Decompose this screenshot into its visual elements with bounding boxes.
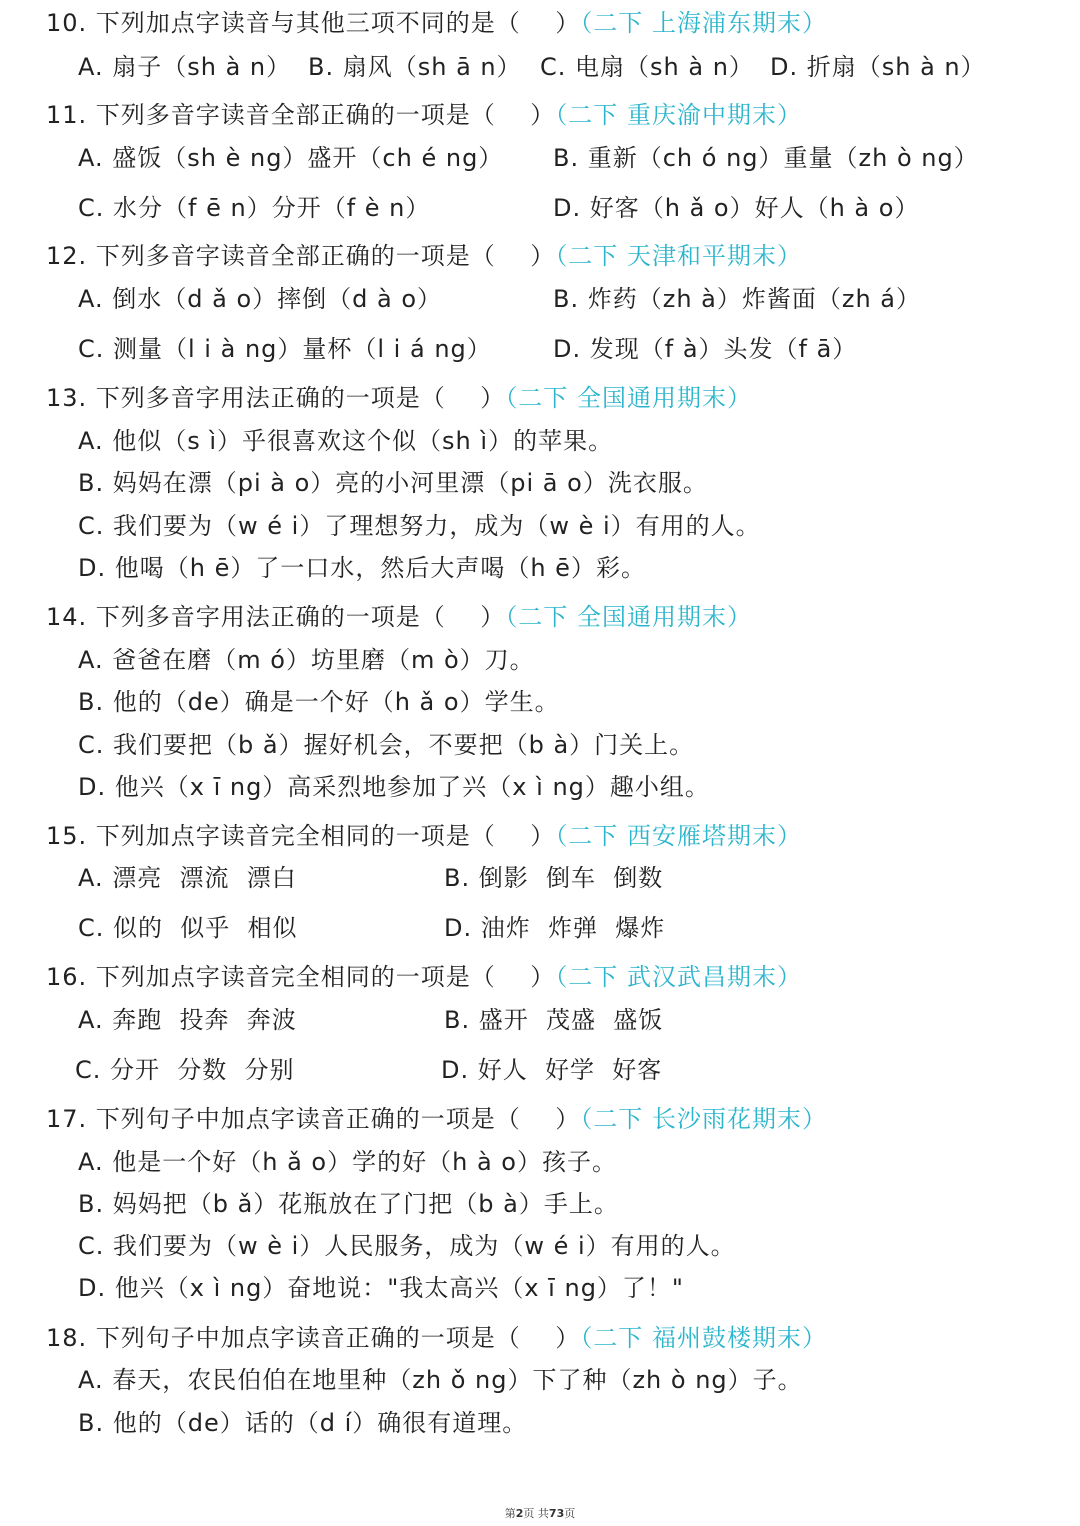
answer-option: B. 重新（ch ó ng）重量（zh ò ng） bbox=[553, 144, 979, 172]
footer-middle: 页 共 bbox=[523, 1507, 549, 1520]
question-stem bbox=[46, 1102, 827, 1136]
answer-option: D. 好人 好学 好客 bbox=[441, 1056, 663, 1084]
footer-total-pages: 73 bbox=[548, 1507, 565, 1520]
question-stem bbox=[46, 1321, 827, 1355]
question-stem bbox=[46, 600, 752, 634]
answer-option: C. 电扇（sh à n） bbox=[540, 53, 754, 81]
question-text: 18. 下列句子中加点字读音正确的一项是（ ） bbox=[46, 1324, 581, 1352]
answer-option: C. 我们要为（w é i）了理想努力，成为（w è i）有用的人。 bbox=[78, 512, 761, 540]
question-text: 16. 下列加点字读音完全相同的一项是（ ） bbox=[46, 963, 556, 991]
answer-option: A. 扇子（sh à n） bbox=[78, 53, 292, 81]
question-stem bbox=[46, 6, 827, 40]
answer-option: B. 妈妈在漂（pi à o）亮的小河里漂（pi ā o）洗衣服。 bbox=[78, 469, 708, 497]
answer-option: A. 盛饭（sh è ng）盛开（ch é ng） bbox=[78, 144, 504, 172]
answer-option: B. 扇风（sh ā n） bbox=[308, 53, 522, 81]
answer-option: B. 倒影 倒车 倒数 bbox=[444, 864, 664, 892]
question-source: （二下 长沙雨花期末） bbox=[580, 1105, 827, 1133]
answer-option: C. 水分（f ē n）分开（f è n） bbox=[78, 194, 431, 222]
answer-option: D. 他兴（x ī ng）高采烈地参加了兴（x ì ng）趣小组。 bbox=[78, 773, 710, 801]
question-stem bbox=[46, 381, 752, 415]
answer-option: A. 爸爸在磨（m ó）坊里磨（m ò）刀。 bbox=[78, 646, 535, 674]
answer-option: D. 发现（f à）头发（f ā） bbox=[553, 335, 858, 363]
question-source: （二下 西安雁塔期末） bbox=[555, 822, 802, 850]
question-text: 12. 下列多音字读音全部正确的一项是（ ） bbox=[46, 242, 556, 270]
answer-option: D. 折扇（sh à n） bbox=[770, 53, 986, 81]
answer-option: A. 奔跑 投奔 奔波 bbox=[78, 1006, 297, 1034]
question-stem bbox=[46, 98, 802, 132]
answer-option: B. 他的（de）话的（d í）确很有道理。 bbox=[78, 1409, 528, 1437]
page-footer bbox=[0, 1505, 1080, 1521]
answer-option: D. 油炸 炸弹 爆炸 bbox=[444, 914, 666, 942]
answer-option: A. 他似（s ì）乎很喜欢这个似（sh ì）的苹果。 bbox=[78, 427, 614, 455]
answer-option: C. 我们要为（w è i）人民服务，成为（w é i）有用的人。 bbox=[78, 1232, 736, 1260]
answer-option: A. 倒水（d ǎ o）摔倒（d à o） bbox=[78, 285, 443, 313]
footer-prefix: 第 bbox=[504, 1507, 516, 1520]
question-source: （二下 武汉武昌期末） bbox=[555, 963, 802, 991]
answer-option: D. 他兴（x ì ng）奋地说："我太高兴（x ī ng）了！" bbox=[78, 1274, 684, 1302]
answer-option: B. 他的（de）确是一个好（h ǎ o）学生。 bbox=[78, 688, 560, 716]
answer-option: A. 春天，农民伯伯在地里种（zh ǒ ng）下了种（zh ò ng）子。 bbox=[78, 1366, 803, 1394]
answer-option: D. 他喝（h ē）了一口水，然后大声喝（h ē）彩。 bbox=[78, 554, 646, 582]
answer-option: C. 似的 似乎 相似 bbox=[78, 914, 298, 942]
question-text: 14. 下列多音字用法正确的一项是（ ） bbox=[46, 603, 506, 631]
answer-option: C. 我们要把（b ǎ）握好机会，不要把（b à）门关上。 bbox=[78, 731, 695, 759]
answer-option: A. 他是一个好（h ǎ o）学的好（h à o）孩子。 bbox=[78, 1148, 617, 1176]
question-source: （二下 全国通用期末） bbox=[505, 384, 752, 412]
answer-option: A. 漂亮 漂流 漂白 bbox=[78, 864, 297, 892]
answer-option: C. 分开 分数 分别 bbox=[75, 1056, 295, 1084]
answer-option: B. 妈妈把（b ǎ）花瓶放在了门把（b à）手上。 bbox=[78, 1190, 619, 1218]
question-stem bbox=[46, 960, 802, 994]
question-source: （二下 重庆渝中期末） bbox=[555, 101, 802, 129]
question-text: 11. 下列多音字读音全部正确的一项是（ ） bbox=[46, 101, 556, 129]
question-text: 10. 下列加点字读音与其他三项不同的是（ ） bbox=[46, 9, 581, 37]
question-text: 13. 下列多音字用法正确的一项是（ ） bbox=[46, 384, 506, 412]
question-source: （二下 上海浦东期末） bbox=[580, 9, 827, 37]
answer-option: C. 测量（l i à ng）量杯（l i á ng） bbox=[78, 335, 492, 363]
answer-option: D. 好客（h ǎ o）好人（h à o） bbox=[553, 194, 920, 222]
answer-option: B. 盛开 茂盛 盛饭 bbox=[444, 1006, 664, 1034]
question-source: （二下 全国通用期末） bbox=[505, 603, 752, 631]
question-source: （二下 天津和平期末） bbox=[555, 242, 802, 270]
footer-suffix: 页 bbox=[564, 1507, 576, 1520]
footer-page-number: 2 bbox=[515, 1507, 524, 1520]
question-text: 17. 下列句子中加点字读音正确的一项是（ ） bbox=[46, 1105, 581, 1133]
question-stem bbox=[46, 239, 802, 273]
answer-option: B. 炸药（zh à）炸酱面（zh á） bbox=[553, 285, 922, 313]
question-text: 15. 下列加点字读音完全相同的一项是（ ） bbox=[46, 822, 556, 850]
question-source: （二下 福州鼓楼期末） bbox=[580, 1324, 827, 1352]
question-stem bbox=[46, 819, 802, 853]
